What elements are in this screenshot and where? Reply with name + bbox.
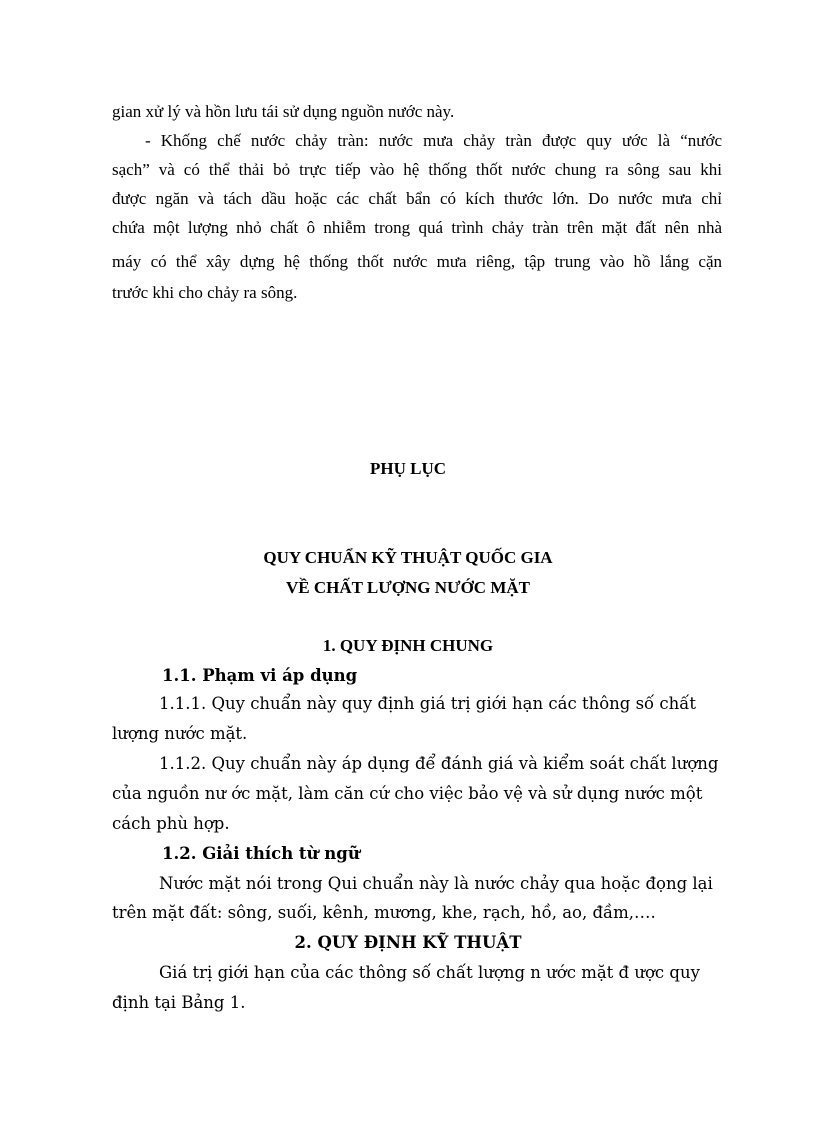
text-line: trước khi cho chảy ra sông. [112,283,298,302]
appendix-title: PHỤ LỤC [369,459,447,478]
text-line: lượng nước mặt. [112,724,248,743]
text-line: sạch” và có thể thải bỏ trực tiếp vào hệ thống thốt nước chung ra sông sau khi [112,160,722,179]
text-line: định tại Bảng 1. [112,993,246,1012]
text-line: 1.1.2. Quy chuẩn này áp dụng để đánh giá và kiểm soát chất lượng [159,754,719,773]
text-line: máy có thể xây dựng hệ thống thốt nước mưa riêng, tập trung vào hồ lắng cặn [112,252,722,271]
text-line: gian xử lý và hồn lưu tái sử dụng nguồn nước này. [112,102,455,121]
text-line: 1.1.1. Quy chuẩn này quy định giá trị giới hạn các thông số chất [159,694,696,713]
regulation-title-line-1: QUY CHUẨN KỸ THUẬT QUỐC GIA [263,548,553,567]
section-2-heading: 2. QUY ĐỊNH KỸ THUẬT [294,933,522,952]
text-line: - Khống chế nước chảy tràn: nước mưa chảy tràn được quy ước là “nước [145,131,722,150]
text-line: của nguồn nư ớc mặt, làm căn cứ cho việc bảo vệ và sử dụng nước một [112,784,703,803]
subsection-1-1-heading: 1.1. Phạm vi áp dụng [162,666,358,685]
regulation-title-line-2: VỀ CHẤT LƯỢNG NƯỚC MẶT [286,578,530,597]
text-line: Giá trị giới hạn của các thông số chất lượng n ước mặt đ ược quy [159,963,700,982]
text-line: cách phù hợp. [112,814,230,833]
text-line: trên mặt đất: sông, suối, kênh, mương, khe, rạch, hồ, ao, đầm,…. [112,903,656,922]
section-1-heading: 1. QUY ĐỊNH CHUNG [322,636,494,655]
text-line: chứa một lượng nhỏ chất ô nhiễm trong quá trình chảy tràn trên mặt đất nên nhà [112,218,722,237]
text-line: được ngăn và tách dầu hoặc các chất bẩn có kích thước lớn. Do nước mưa chỉ [112,189,722,208]
subsection-1-2-heading: 1.2. Giải thích từ ngữ [162,844,360,863]
text-line: Nước mặt nói trong Qui chuẩn này là nước chảy qua hoặc đọng lại [159,874,713,893]
